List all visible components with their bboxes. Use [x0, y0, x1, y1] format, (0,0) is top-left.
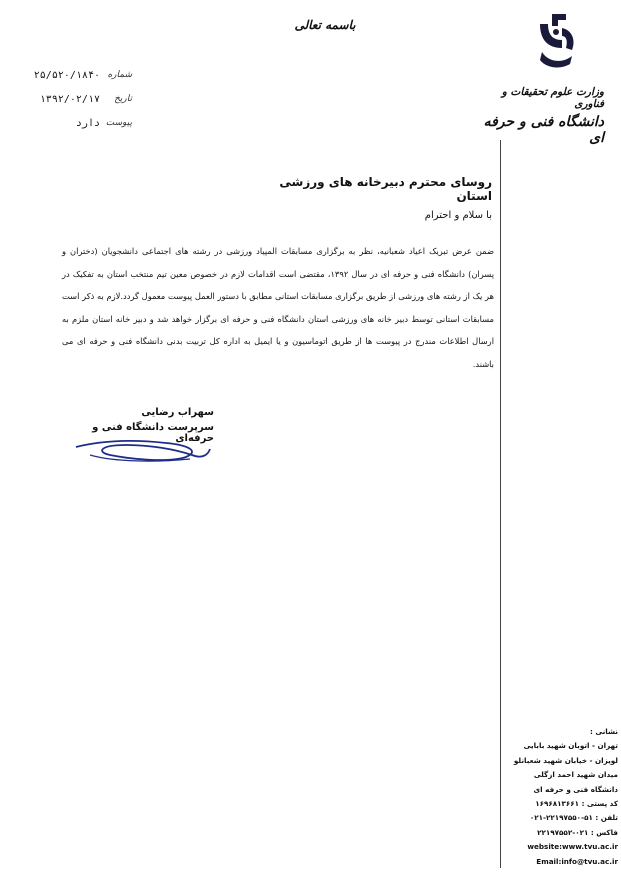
date-label: تاریخ	[114, 94, 132, 104]
letter-greeting: با سلام و احترام	[424, 210, 492, 221]
address-line-4: دانشگاه فنی و حرفه ای	[533, 784, 618, 794]
university-logo	[532, 10, 578, 74]
address-line-2: لویزان - خیابان شهید شعبانلو	[513, 755, 618, 765]
address-line-3: میدان شهید احمد ازگلی	[533, 770, 618, 780]
address-line-1: تهران - اتوبان شهید بابایی	[523, 741, 618, 751]
letter-number-row	[20, 70, 132, 86]
phone-number: تلفن : ۵۱-۲۲۱۹۷۵۵۰-۰۲۱	[529, 813, 618, 823]
footer-contact	[506, 725, 618, 869]
website-link[interactable]: website:www.tvu.ac.ir	[527, 842, 618, 852]
signatory-name: سهراب رضایی	[141, 407, 214, 418]
number-label: شماره	[107, 70, 132, 80]
address-title: نشانی :	[589, 727, 618, 736]
basmala: باسمه تعالی	[294, 18, 356, 32]
letter-body: ضمن عرض تبریک اعیاد شعبانیه، نظر به برگزاری مسابقات المپیاد ورزشی در رشته های اجتماعی دانشجویان (دختران و پسران) دانشگاه فنی و حرفه ای در سال ۱۳۹۲، مقتضی است اقدامات لازم در خصوص معین تیم منتخب استان به تفکیک در هر یک از رشته های ورزشی از طریق برگزاری مسابقات استانی مطابق با دستور العمل پیوست معمول گردد.لازم به ذکر است مسابقات استانی توسط دبیر خانه های ورزشی استان دانشگاه فنی و حرفه ای برگزار خواهد شد و دبیر خانه استان ملزم به ارسال اطلاعات مندرج در پیوست ها از طریق اتوماسیون و یا ایمیل به اداره کل تربیت بدنی دانشگاه فنی و حرفه ای می باشند.	[62, 246, 495, 369]
signatory-title: سرپرست دانشگاه فنی و حرفه‌ای	[92, 422, 214, 444]
letter-date-row	[20, 94, 132, 110]
email-link[interactable]: Email:info@tvu.ac.ir	[536, 856, 618, 866]
letter-recipient: روسای محترم دبیرخانه های ورزشی استان	[279, 175, 492, 203]
postal-code: کد پستی : ۱۶۹۶۸۱۳۶۶۱	[535, 799, 618, 809]
attachment-label: پیوست	[105, 118, 132, 128]
fax-number: فاکس : ۰۲۱-۲۲۱۹۷۵۵۲	[537, 827, 618, 837]
university-name: دانشگاه فنی و حرفه ای	[483, 114, 604, 146]
date-value: ۱۳۹۲/۰۲/۱۷	[39, 94, 100, 105]
ministry-name: وزارت علوم تحقیقات و فناوری	[501, 86, 604, 110]
letter-attachment-row	[20, 118, 132, 134]
margin-divider	[500, 140, 501, 868]
attachment-value: دارد	[75, 118, 100, 129]
number-value: ۲۵/۵۲۰/۱۸۴۰	[33, 70, 100, 81]
